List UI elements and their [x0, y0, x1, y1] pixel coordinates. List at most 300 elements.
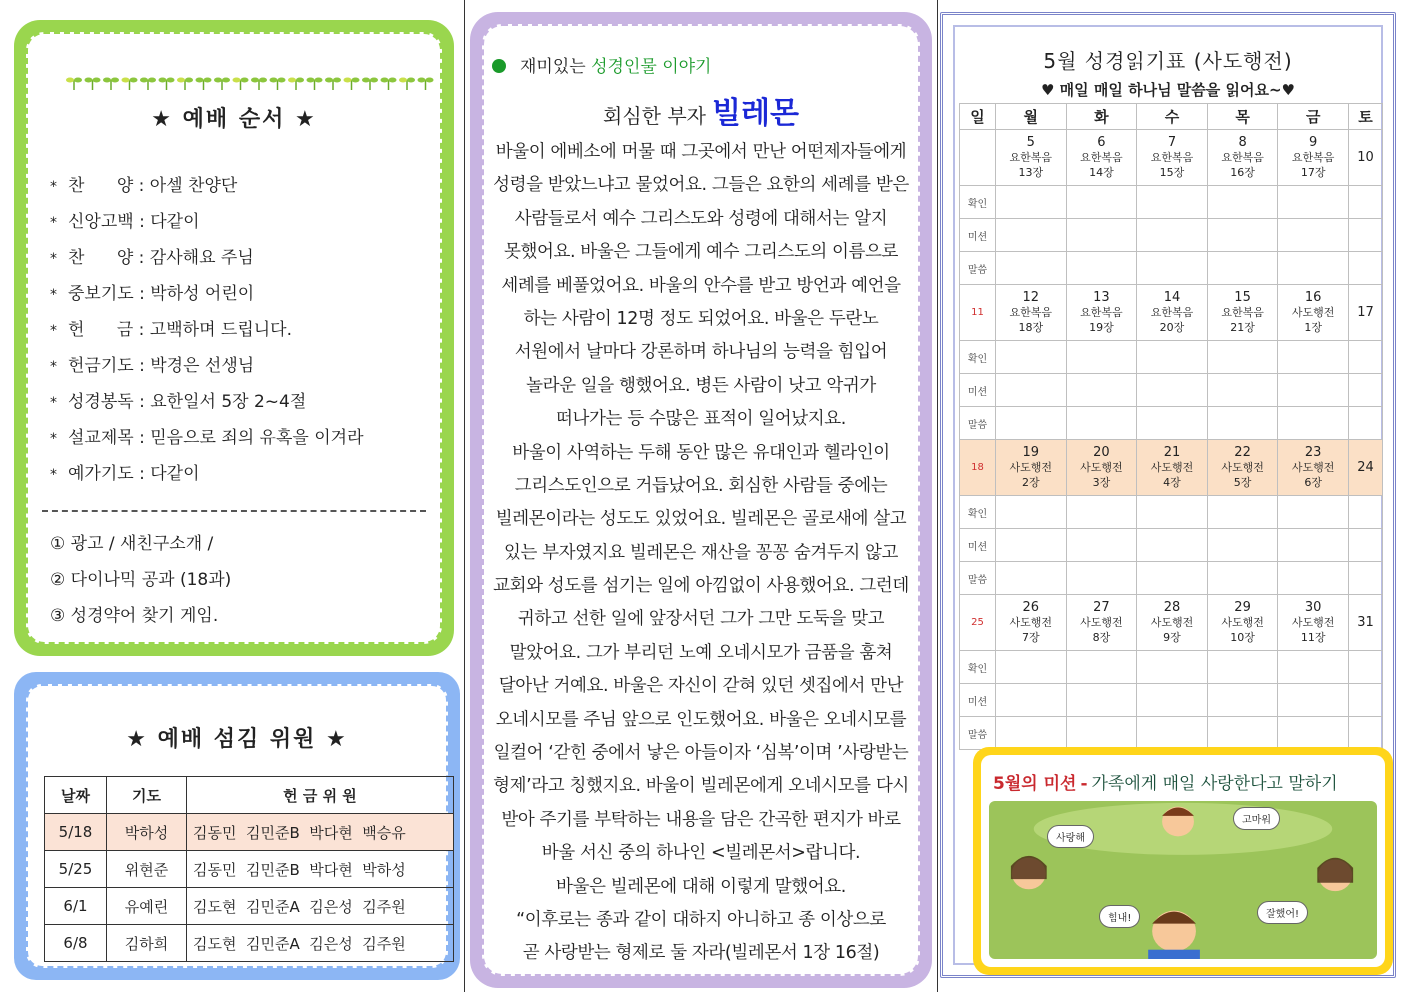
calendar-chapter: 11장 — [1300, 631, 1326, 644]
calendar-book: 요한복음 — [1221, 151, 1264, 164]
calendar-date: 19 — [1022, 445, 1040, 460]
worship-order-text: 중보기도 : 박하성 어린이 — [68, 284, 255, 304]
calendar-book: 요한복음 — [1291, 151, 1335, 164]
family-faces-icon — [989, 801, 1377, 959]
calendar-row-label: 말씀 — [960, 252, 996, 285]
calendar-chapter: 20장 — [1159, 321, 1185, 334]
story-title — [484, 88, 918, 132]
serve-offering: 김동민 김민준B 박다현 백승유 — [187, 814, 454, 851]
story-line: 바울은 빌레몬에 대해 이렇게 말했어요. — [556, 876, 846, 897]
bible-story-panel — [470, 12, 932, 988]
calendar-chapter: 14장 — [1089, 166, 1114, 179]
calendar-check-cell[interactable] — [1207, 219, 1278, 252]
calendar-chapter: 19장 — [1089, 321, 1114, 334]
calendar-day-cell — [1278, 440, 1349, 496]
calendar-check-cell[interactable] — [1137, 684, 1208, 717]
calendar-check-cell[interactable] — [1137, 717, 1208, 750]
bullet-icon: * — [50, 467, 57, 483]
worship-order-item — [50, 276, 364, 312]
calendar-row-label: 미션 — [960, 529, 996, 562]
calendar-week-row — [960, 285, 1383, 341]
story-line: 세례를 베풀었어요. 바울의 안수를 받고 방언과 예언을 — [501, 275, 901, 296]
bullet-icon: * — [50, 359, 57, 375]
mission-headline — [993, 769, 1338, 794]
calendar-chapter: 10장 — [1230, 631, 1255, 644]
worship-extra-item: ② 다이나믹 공과 (18과) — [50, 570, 232, 590]
story-line: 귀하고 선한 일에 앞장서던 그가 그만 도둑을 맞고 — [517, 609, 885, 630]
calendar-sunday: 11 — [960, 285, 996, 341]
story-line: 형제’라고 칭했지요. 바울이 빌레몬에게 오네시모를 다시 — [493, 776, 909, 797]
calendar-check-cell[interactable] — [1207, 341, 1278, 374]
calendar-book: 사도행전 — [1291, 461, 1335, 474]
calendar-book: 사도행전 — [1221, 461, 1264, 474]
calendar-row-label: 말씀 — [960, 407, 996, 440]
calendar-day-cell — [1137, 285, 1208, 341]
calendar-check-cell[interactable] — [1278, 219, 1349, 252]
calendar-book: 사도행전 — [1080, 461, 1123, 474]
calendar-day-cell — [1137, 130, 1208, 186]
calendar-check-cell[interactable] — [1137, 562, 1208, 595]
calendar-date: 27 — [1093, 600, 1110, 615]
calendar-check-cell[interactable] — [996, 186, 1067, 219]
calendar-book: 요한복음 — [1009, 151, 1053, 164]
calendar-check-cell — [1349, 651, 1383, 684]
worship-extra-item: ① 광고 / 새친구소개 / — [50, 534, 214, 554]
bullet-icon: * — [50, 323, 57, 339]
calendar-day-header: 목 — [1207, 104, 1278, 130]
calendar-sunday — [960, 130, 996, 186]
calendar-check-cell[interactable] — [1066, 252, 1137, 285]
calendar-chapter: 8장 — [1092, 631, 1111, 644]
bullet-icon: * — [50, 287, 57, 303]
calendar-sunday: 25 — [960, 595, 996, 651]
calendar-check-cell[interactable] — [1066, 651, 1137, 684]
worship-order-item — [50, 348, 364, 384]
serve-committee-panel — [14, 672, 460, 980]
story-line: 말았어요. 그가 부리던 노예 오네시모가 금품을 훔쳐 — [509, 642, 893, 663]
calendar-check-cell[interactable] — [1066, 496, 1137, 529]
calendar-date: 9 — [1309, 135, 1318, 150]
bullet-icon: * — [50, 215, 57, 231]
calendar-check-cell[interactable] — [1066, 407, 1137, 440]
calendar-day-cell — [1278, 595, 1349, 651]
calendar-check-row — [960, 186, 1383, 219]
calendar-check-cell — [1349, 717, 1383, 750]
story-line: 교회와 성도를 섬기는 일에 아낌없이 사용했어요. 그런데 — [493, 576, 909, 597]
worship-order-title: ★ 예배 순서 ★ — [151, 107, 317, 132]
mission-dash: - — [1080, 774, 1088, 794]
calendar-saturday: 31 — [1349, 595, 1383, 651]
calendar-book: 요한복음 — [1080, 151, 1123, 164]
serve-offering: 김동민 김민준B 박다현 박하성 — [187, 851, 454, 888]
calendar-chapter: 17장 — [1300, 166, 1326, 179]
calendar-check-row — [960, 651, 1383, 684]
table-row — [45, 814, 454, 851]
bubble-welldone: 잘했어! — [1257, 901, 1308, 924]
serve-prayer: 유예린 — [107, 888, 187, 925]
calendar-book: 사도행전 — [1221, 616, 1264, 629]
calendar-chapter: 9장 — [1163, 631, 1181, 644]
calendar-check-cell[interactable] — [1066, 717, 1137, 750]
calendar-check-cell[interactable] — [1066, 529, 1137, 562]
story-line: 일컬어 ‘갇힌 중에서 낳은 아들이자 ‘심복’이며 ’사랑받는 — [493, 743, 909, 764]
calendar-check-cell[interactable] — [996, 407, 1067, 440]
worship-order-text: 헌 금 : 고백하며 드립니다. — [68, 320, 292, 340]
worship-extras-list — [50, 526, 231, 634]
worship-order-list — [50, 168, 364, 492]
calendar-check-cell[interactable] — [996, 651, 1067, 684]
calendar-check-cell[interactable] — [1066, 374, 1137, 407]
calendar-day-cell — [1207, 285, 1278, 341]
calendar-check-cell — [1349, 562, 1383, 595]
calendar-day-header: 수 — [1137, 104, 1208, 130]
calendar-check-cell — [1349, 407, 1383, 440]
bubble-thanks: 고마워 — [1233, 807, 1280, 830]
story-line: 달아난 거예요. 바울은 자신이 갇혀 있던 셋집에서 만난 — [498, 676, 904, 697]
calendar-check-cell — [1349, 186, 1383, 219]
calendar-date: 30 — [1304, 600, 1322, 615]
calendar-book: 사도행전 — [1150, 616, 1194, 629]
calendar-day-cell — [1137, 595, 1208, 651]
calendar-book: 요한복음 — [1150, 306, 1194, 319]
serve-table — [44, 776, 454, 962]
calendar-check-cell[interactable] — [1278, 529, 1349, 562]
calendar-check-cell[interactable] — [996, 219, 1067, 252]
calendar-row-label: 확인 — [960, 651, 996, 684]
calendar-book: 사도행전 — [1009, 616, 1053, 629]
worship-order-text: 예가기도 : 다같이 — [68, 464, 200, 484]
calendar-chapter: 15장 — [1159, 166, 1185, 179]
calendar-day-header: 일 — [960, 104, 996, 130]
story-header-prefix: 재미있는 — [520, 57, 586, 77]
worship-order-item — [50, 456, 364, 492]
story-line: 못했어요. 바울은 그들에게 예수 그리스도의 이름으로 — [503, 242, 899, 263]
calendar-check-cell[interactable] — [996, 717, 1067, 750]
calendar-check-cell[interactable] — [1278, 684, 1349, 717]
serve-committee-inner — [26, 684, 448, 968]
calendar-check-cell[interactable] — [1207, 684, 1278, 717]
calendar-chapter: 21장 — [1230, 321, 1255, 334]
serve-committee-title: ★ 예배 섬김 위원 ★ — [126, 727, 348, 752]
green-dot-icon — [492, 59, 506, 73]
calendar-check-cell[interactable] — [996, 341, 1067, 374]
calendar-check-cell[interactable] — [1278, 341, 1349, 374]
calendar-chapter: 5장 — [1233, 476, 1252, 489]
calendar-book: 사도행전 — [1150, 461, 1194, 474]
calendar-day-cell — [996, 130, 1067, 186]
calendar-check-cell[interactable] — [1207, 717, 1278, 750]
calendar-chapter: 18장 — [1018, 321, 1044, 334]
calendar-chapter: 16장 — [1230, 166, 1255, 179]
calendar-row-label: 말씀 — [960, 717, 996, 750]
serve-prayer: 박하성 — [107, 814, 187, 851]
calendar-check-cell — [1349, 529, 1383, 562]
calendar-check-cell[interactable] — [1207, 529, 1278, 562]
calendar-check-cell[interactable] — [1066, 341, 1137, 374]
calendar-day-cell — [996, 595, 1067, 651]
worship-order-inner — [26, 32, 442, 644]
calendar-row-label: 확인 — [960, 496, 996, 529]
calendar-row-label: 미션 — [960, 374, 996, 407]
family-illustration — [989, 801, 1377, 959]
calendar-check-row — [960, 684, 1383, 717]
calendar-date: 7 — [1167, 135, 1177, 150]
worship-order-text: 헌금기도 : 박경은 선생님 — [68, 356, 255, 376]
calendar-day-cell — [1066, 130, 1137, 186]
worship-order-text: 성경봉독 : 요한일서 5장 2~4절 — [68, 392, 307, 412]
calendar-book: 사도행전 — [1291, 306, 1335, 319]
calendar-check-row — [960, 374, 1383, 407]
calendar-day-header: 금 — [1278, 104, 1349, 130]
calendar-chapter: 13장 — [1018, 166, 1044, 179]
calendar-row-label: 말씀 — [960, 562, 996, 595]
worship-extra-item: ③ 성경약어 찾기 게임. — [50, 606, 219, 626]
calendar-day-cell — [1278, 285, 1349, 341]
bullet-icon: * — [50, 179, 57, 195]
calendar-date: 5 — [1026, 135, 1035, 150]
story-line: 곧 사랑받는 형제로 둘 자라(빌레몬서 1장 16절) — [522, 943, 880, 964]
calendar-check-cell[interactable] — [1066, 562, 1137, 595]
calendar-day-cell — [1066, 595, 1137, 651]
calendar-row-label: 확인 — [960, 341, 996, 374]
worship-order-text: 찬 양 : 아셀 찬양단 — [68, 176, 238, 196]
calendar-check-row — [960, 407, 1383, 440]
calendar-check-cell[interactable] — [1278, 562, 1349, 595]
table-row — [45, 888, 454, 925]
worship-order-item — [50, 240, 364, 276]
calendar-day-cell — [1278, 130, 1349, 186]
calendar-date: 21 — [1163, 445, 1181, 460]
calendar-check-cell[interactable] — [1207, 374, 1278, 407]
calendar-check-cell[interactable] — [1137, 496, 1208, 529]
calendar-row-label: 확인 — [960, 186, 996, 219]
story-line: 빌레몬이라는 성도도 있었어요. 빌레몬은 골로새에 살고 — [495, 509, 907, 530]
story-line: 있는 부자였지요 빌레몬은 재산을 꽁꽁 숨겨두지 않고 — [503, 542, 899, 563]
monthly-mission-inner — [981, 755, 1385, 967]
worship-order-item — [50, 312, 364, 348]
table-row — [45, 851, 454, 888]
calendar-day-cell — [1207, 130, 1278, 186]
serve-date: 6/1 — [45, 888, 107, 925]
calendar-check-cell — [1349, 252, 1383, 285]
calendar-check-cell[interactable] — [996, 529, 1067, 562]
reading-calendar-inner — [953, 25, 1383, 965]
calendar-check-cell[interactable] — [1066, 186, 1137, 219]
column-divider-right — [937, 0, 938, 992]
worship-order-item — [50, 420, 364, 456]
serve-date: 5/25 — [45, 851, 107, 888]
calendar-date: 20 — [1093, 445, 1110, 460]
header-date: 날짜 — [45, 777, 107, 814]
calendar-date: 22 — [1234, 445, 1251, 460]
calendar-book: 요한복음 — [1009, 306, 1053, 319]
story-line: 그리스도인으로 거듭났어요. 회심한 사람들 중에는 — [514, 475, 888, 496]
bullet-icon: * — [50, 395, 57, 411]
serve-offering: 김도현 김민준A 김은성 김주원 — [187, 925, 454, 962]
story-line: 바울이 사역하는 두해 동안 많은 유대인과 헬라인이 — [512, 442, 890, 463]
worship-order-text: 설교제목 : 믿음으로 죄의 유혹을 이겨라 — [68, 428, 364, 448]
calendar-check-cell[interactable] — [996, 684, 1067, 717]
calendar-check-cell[interactable] — [996, 252, 1067, 285]
table-row — [45, 925, 454, 962]
calendar-date: 16 — [1304, 290, 1322, 305]
calendar-check-cell[interactable] — [1137, 186, 1208, 219]
story-line: 바울 서신 중의 하나인 <빌레몬서>랍니다. — [541, 843, 861, 864]
bubble-cheer: 힘내! — [1099, 905, 1140, 928]
serve-prayer: 김하희 — [107, 925, 187, 962]
calendar-day-cell — [1066, 285, 1137, 341]
calendar-chapter: 1장 — [1304, 321, 1322, 334]
calendar-check-cell[interactable] — [1137, 407, 1208, 440]
story-title-name: 빌레몬 — [712, 96, 799, 131]
calendar-date: 6 — [1097, 135, 1106, 150]
calendar-check-row — [960, 529, 1383, 562]
calendar-date: 28 — [1163, 600, 1181, 615]
bible-story-inner — [482, 24, 920, 976]
calendar-check-cell[interactable] — [1066, 684, 1137, 717]
calendar-day-cell — [996, 440, 1067, 496]
calendar-week-row — [960, 440, 1383, 496]
story-text — [484, 136, 918, 971]
calendar-title: 5월 성경읽기표 (사도행전) — [1043, 49, 1293, 73]
bullet-icon: * — [50, 251, 57, 267]
calendar-check-row — [960, 717, 1383, 750]
calendar-sunday: 18 — [960, 440, 996, 496]
calendar-day-cell — [1137, 440, 1208, 496]
calendar-check-cell[interactable] — [1278, 407, 1349, 440]
calendar-check-cell[interactable] — [1207, 407, 1278, 440]
calendar-check-cell[interactable] — [1278, 252, 1349, 285]
calendar-check-row — [960, 219, 1383, 252]
calendar-chapter: 2장 — [1021, 476, 1040, 489]
calendar-check-row — [960, 562, 1383, 595]
calendar-day-cell — [1207, 440, 1278, 496]
reading-calendar-panel — [940, 12, 1396, 978]
story-title-prefix: 회심한 부자 — [603, 104, 706, 128]
serve-offering: 김도현 김민준A 김은성 김주원 — [187, 888, 454, 925]
worship-order-item — [50, 204, 364, 240]
calendar-chapter: 6장 — [1304, 476, 1322, 489]
story-header-highlight: 성경인물 이야기 — [591, 57, 712, 77]
sprout-border-icon — [66, 72, 436, 92]
calendar-check-row — [960, 341, 1383, 374]
calendar-check-cell[interactable] — [1137, 252, 1208, 285]
calendar-saturday: 17 — [1349, 285, 1383, 341]
worship-order-item — [50, 168, 364, 204]
serve-prayer: 위현준 — [107, 851, 187, 888]
worship-order-text: 신앙고백 : 다같이 — [68, 212, 200, 232]
calendar-check-cell[interactable] — [1207, 562, 1278, 595]
calendar-check-cell[interactable] — [1207, 186, 1278, 219]
worship-order-text: 찬 양 : 감사해요 주님 — [68, 248, 254, 268]
calendar-date: 12 — [1022, 290, 1040, 305]
header-prayer: 기도 — [107, 777, 187, 814]
calendar-row-label: 미션 — [960, 219, 996, 252]
story-line: 성령을 받았느냐고 물었어요. 그들은 요한의 세례를 받은 — [493, 175, 909, 196]
serve-date: 5/18 — [45, 814, 107, 851]
calendar-check-cell[interactable] — [996, 496, 1067, 529]
calendar-week-row — [960, 595, 1383, 651]
story-header — [492, 52, 711, 77]
mission-text: 가족에게 매일 사랑한다고 말하기 — [1091, 774, 1338, 794]
calendar-day-header: 토 — [1349, 104, 1383, 130]
calendar-day-cell — [996, 285, 1067, 341]
column-divider-left — [464, 0, 465, 992]
calendar-date: 15 — [1234, 290, 1251, 305]
calendar-row-label: 미션 — [960, 684, 996, 717]
calendar-day-header: 화 — [1066, 104, 1137, 130]
calendar-chapter: 4장 — [1163, 476, 1181, 489]
calendar-date: 26 — [1022, 600, 1040, 615]
calendar-day-cell — [1066, 440, 1137, 496]
worship-order-panel — [14, 20, 454, 656]
calendar-book: 사도행전 — [1009, 461, 1053, 474]
calendar-check-cell — [1349, 374, 1383, 407]
calendar-date: 8 — [1238, 135, 1247, 150]
calendar-check-cell[interactable] — [1207, 496, 1278, 529]
calendar-check-cell[interactable] — [1137, 374, 1208, 407]
calendar-check-cell[interactable] — [1137, 651, 1208, 684]
calendar-check-cell[interactable] — [1278, 651, 1349, 684]
calendar-saturday: 10 — [1349, 130, 1383, 186]
calendar-book: 요한복음 — [1080, 306, 1123, 319]
calendar-date: 13 — [1093, 290, 1110, 305]
calendar-chapter: 3장 — [1092, 476, 1111, 489]
calendar-check-cell[interactable] — [1137, 219, 1208, 252]
calendar-book: 사도행전 — [1291, 616, 1335, 629]
serve-date: 6/8 — [45, 925, 107, 962]
story-line: “이후로는 종과 같이 대하지 아니하고 종 이상으로 — [516, 909, 886, 930]
calendar-day-cell — [1207, 595, 1278, 651]
story-line: 오네시모를 주님 앞으로 인도했어요. 바울은 오네시모를 — [495, 709, 907, 730]
calendar-check-cell[interactable] — [1137, 529, 1208, 562]
calendar-check-cell[interactable] — [1207, 252, 1278, 285]
calendar-subtitle: ♥ 매일 매일 하나님 말씀을 읽어요~♥ — [1041, 81, 1295, 99]
calendar-check-cell[interactable] — [1278, 717, 1349, 750]
monthly-mission-panel — [973, 747, 1393, 975]
calendar-day-header: 월 — [996, 104, 1067, 130]
story-line: 바울이 에베소에 머물 때 그곳에서 만난 어떤제자들에게 — [495, 142, 907, 162]
calendar-book: 사도행전 — [1080, 616, 1123, 629]
bubble-love: 사랑해 — [1047, 825, 1094, 848]
story-line: 하는 사람이 12명 정도 되었어요. 바울은 두란노 — [523, 308, 879, 329]
story-line: 떠나가는 등 수많은 표적이 일어났지요. — [556, 409, 846, 430]
bullet-icon: * — [50, 431, 57, 447]
header-offering: 헌 금 위 원 — [187, 777, 454, 814]
calendar-check-cell — [1349, 496, 1383, 529]
calendar-check-cell[interactable] — [996, 374, 1067, 407]
calendar-book: 요한복음 — [1221, 306, 1264, 319]
calendar-check-cell[interactable] — [1278, 186, 1349, 219]
calendar-check-cell[interactable] — [1066, 219, 1137, 252]
calendar-saturday: 24 — [1349, 440, 1383, 496]
calendar-check-cell[interactable] — [996, 562, 1067, 595]
dashed-divider — [42, 510, 426, 512]
story-line: 놀라운 일을 행했어요. 병든 사람이 낫고 악귀가 — [526, 375, 876, 396]
calendar-check-cell[interactable] — [1207, 651, 1278, 684]
calendar-check-cell[interactable] — [1137, 341, 1208, 374]
calendar-chapter: 7장 — [1021, 631, 1040, 644]
calendar-book: 요한복음 — [1150, 151, 1194, 164]
calendar-check-row — [960, 252, 1383, 285]
calendar-date: 14 — [1163, 290, 1181, 305]
story-line: 서원에서 날마다 강론하며 하나님의 능력을 힘입어 — [514, 342, 888, 363]
calendar-check-cell[interactable] — [1278, 496, 1349, 529]
calendar-date: 29 — [1234, 600, 1251, 615]
calendar-check-cell[interactable] — [1278, 374, 1349, 407]
calendar-check-cell — [1349, 684, 1383, 717]
calendar-table — [959, 103, 1383, 750]
